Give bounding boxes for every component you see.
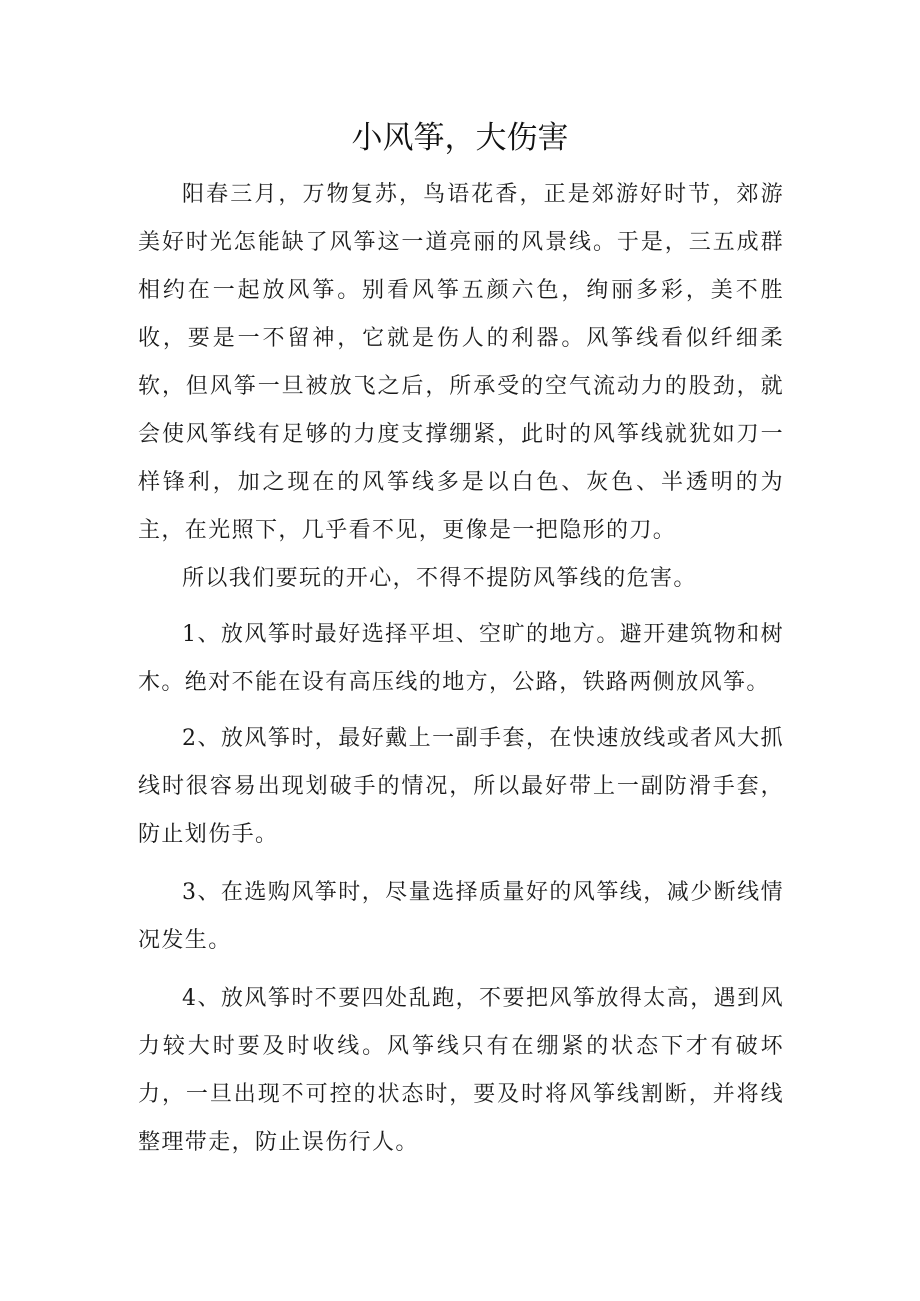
document-body — [138, 171, 784, 1175]
paragraph-tip-3: 3、在选购风筝时，尽量选择质量好的风筝线，减少断线情况发生。 — [138, 880, 784, 953]
document-title: 小风筝，大伤害 — [351, 120, 569, 156]
paragraph-intro: 阳春三月，万物复苏，鸟语花香，正是郊游好时节，郊游美好时光怎能缺了风筝这一道亮丽的风景线。于是，三五成群相约在一起放风筝。别看风筝五颜六色，绚丽多彩，美不胜收，要是一不留神，它就是伤人的利器。风筝线看似纤细柔软，但风筝一旦被放飞之后，所承受的空气流动力的股劲，就会使风筝线有足够的力度支撑绷紧，此时的风筝线就犹如刀一样锋利，加之现在的风筝线多是以白色、灰色、半透明的为主，在光照下，几乎看不见，更像是一把隐形的刀。 — [138, 182, 784, 543]
paragraph-tip-1: 1、放风筝时最好选择平坦、空旷的地方。避开建筑物和树木。绝对不能在设有高压线的地方，公路，铁路两侧放风筝。 — [138, 622, 784, 695]
paragraph-transition: 所以我们要玩的开心，不得不提防风筝线的危害。 — [182, 566, 697, 591]
paragraph-tip-2: 2、放风筝时，最好戴上一副手套，在快速放线或者风大抓线时很容易出现划破手的情况，所以最好带上一副防滑手套，防止划伤手。 — [138, 726, 784, 847]
paragraph-tip-4: 4、放风筝时不要四处乱跑，不要把风筝放得太高，遇到风力较大时要及时收线。风筝线只有在绷紧的状态下才有破坏力，一旦出现不可控的状态时，要及时将风筝线割断，并将线整理带走，防止误伤行人。 — [138, 986, 784, 1155]
